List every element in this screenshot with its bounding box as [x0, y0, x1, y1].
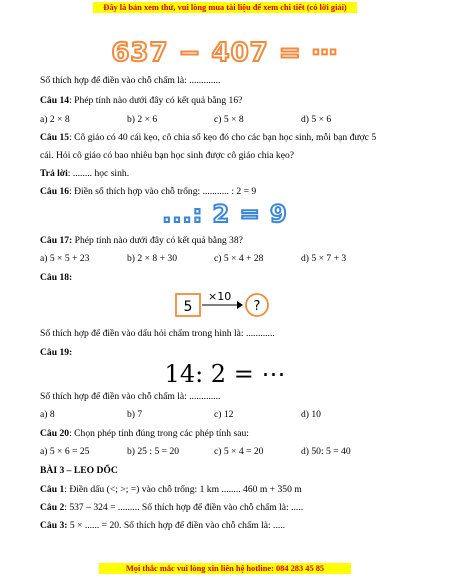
s3-q2-number: Câu 2	[40, 502, 65, 513]
q20-options	[40, 446, 420, 458]
q18-unknown: ?	[253, 299, 261, 314]
q18-fill-text: Số thích hợp để điền vào dấu hỏi chấm trong hình là: ............	[40, 328, 275, 339]
s3-q1	[40, 484, 302, 495]
q14-option-a: a) 2 × 8	[40, 114, 70, 125]
q14-number: Câu 14	[40, 95, 70, 106]
q17-option-c: c) 5 × 4 + 28	[214, 253, 264, 264]
q17-option-d: d) 5 × 7 + 3	[301, 253, 347, 264]
q17-options	[40, 253, 420, 265]
big-expression-divide: ...: 2 = 9	[162, 200, 288, 228]
q18-diagram	[173, 291, 273, 321]
section-3-heading: BÀI 3 – LEO DỐC	[40, 465, 118, 476]
q15-question	[40, 132, 376, 143]
s3-q3-number: Câu 3:	[40, 520, 68, 531]
q19-option-d: d) 10	[301, 409, 321, 420]
q17-question	[40, 235, 243, 246]
q18-title	[40, 272, 72, 283]
q19-options	[40, 409, 420, 421]
q14-option-b: b) 2 × 6	[127, 114, 158, 125]
q15-question-line2: cái. Hỏi cô giáo có bao nhiêu bạn học sinh được cô giáo chia kẹo?	[40, 150, 295, 161]
q17-number: Câu 17:	[40, 235, 73, 246]
q19-option-c: c) 12	[214, 409, 234, 420]
q19-number: Câu 19:	[40, 347, 73, 358]
q17-text: Phép tính nào dưới đây có kết quả bằng 38?	[72, 235, 243, 246]
q16-text: : Điền số thích hợp vào chỗ trống: ........... : 2 = 9	[69, 186, 257, 197]
q20-option-a: a) 5 × 6 = 25	[40, 446, 90, 457]
q18-diagram-svg	[173, 291, 273, 321]
q18-start-value: 5	[183, 299, 193, 315]
q14-options	[40, 114, 420, 126]
q19-option-a: a) 8	[40, 409, 55, 420]
s3-q1-text: : Điền dấu (<; >; =) vào chỗ trống: 1 km ........ 460 m + 350 m	[64, 484, 302, 495]
q17-option-a: a) 5 × 5 + 23	[40, 253, 90, 264]
s3-q2-text: : 537 – 324 = ......... Số thích hợp để điền vào chỗ chấm là: .....	[64, 502, 304, 513]
q14-option-d: d) 5 × 6	[301, 114, 332, 125]
q20-option-b: b) 25 : 5 = 20	[127, 446, 180, 457]
q15-answer-label: Trả lời	[40, 168, 68, 179]
q14-question	[40, 95, 242, 106]
footer-banner: Mọi thắc mắc vui lòng xin liên hệ hotline: 084 283 45 85	[99, 563, 351, 574]
q20-option-d: d) 50: 5 = 40	[301, 446, 351, 457]
q18-number: Câu 18:	[40, 272, 73, 283]
q16-number: Câu 16	[40, 186, 70, 197]
q13-fill-text: Số thích hợp để điền vào chỗ chấm là: .............	[40, 75, 221, 86]
section-3-title	[40, 465, 118, 476]
s3-q2	[40, 502, 303, 513]
q18-arrow-head	[237, 301, 243, 309]
q20-question	[40, 428, 249, 439]
q20-number: Câu 20	[40, 428, 70, 439]
big-expression-637: 637 − 407 = ⋯	[111, 38, 339, 68]
q15-text: : Cô giáo có 40 cái kẹo, cô chia số kẹo đó cho các bạn học sinh, mỗi bạn được 5	[69, 132, 377, 143]
q19-fill-text: Số thích hợp để điền vào chỗ chấm là: .............	[40, 391, 221, 402]
header-banner: Đây là bản xem thử, vui lòng mua tài liệu để xem chi tiết (có lời giải)	[93, 2, 357, 13]
q17-option-b: b) 2 × 8 + 30	[127, 253, 177, 264]
q19-title	[40, 347, 72, 358]
q19-expression: 14: 2 = ⋯	[164, 360, 286, 388]
q15-number: Câu 15	[40, 132, 70, 143]
s3-q3	[40, 520, 285, 531]
s3-q1-number: Câu 1	[40, 484, 65, 495]
q15-answer-text: : ........ học sinh.	[67, 168, 130, 179]
q16-question	[40, 186, 256, 197]
q20-option-c: c) 5 × 4 = 20	[214, 446, 264, 457]
q19-option-b: b) 7	[127, 409, 143, 420]
q14-option-c: c) 5 × 8	[214, 114, 244, 125]
s3-q3-text: 5 × ...... = 20. Số thích hợp để điền vào chỗ chấm là: .....	[67, 520, 286, 531]
q18-operation: ×10	[208, 291, 232, 303]
q15-answer	[40, 168, 129, 179]
q14-text: : Phép tính nào dưới đây có kết quả bằng 16?	[69, 95, 243, 106]
q20-text: : Chọn phép tính đúng trong các phép tính sau:	[69, 428, 249, 439]
